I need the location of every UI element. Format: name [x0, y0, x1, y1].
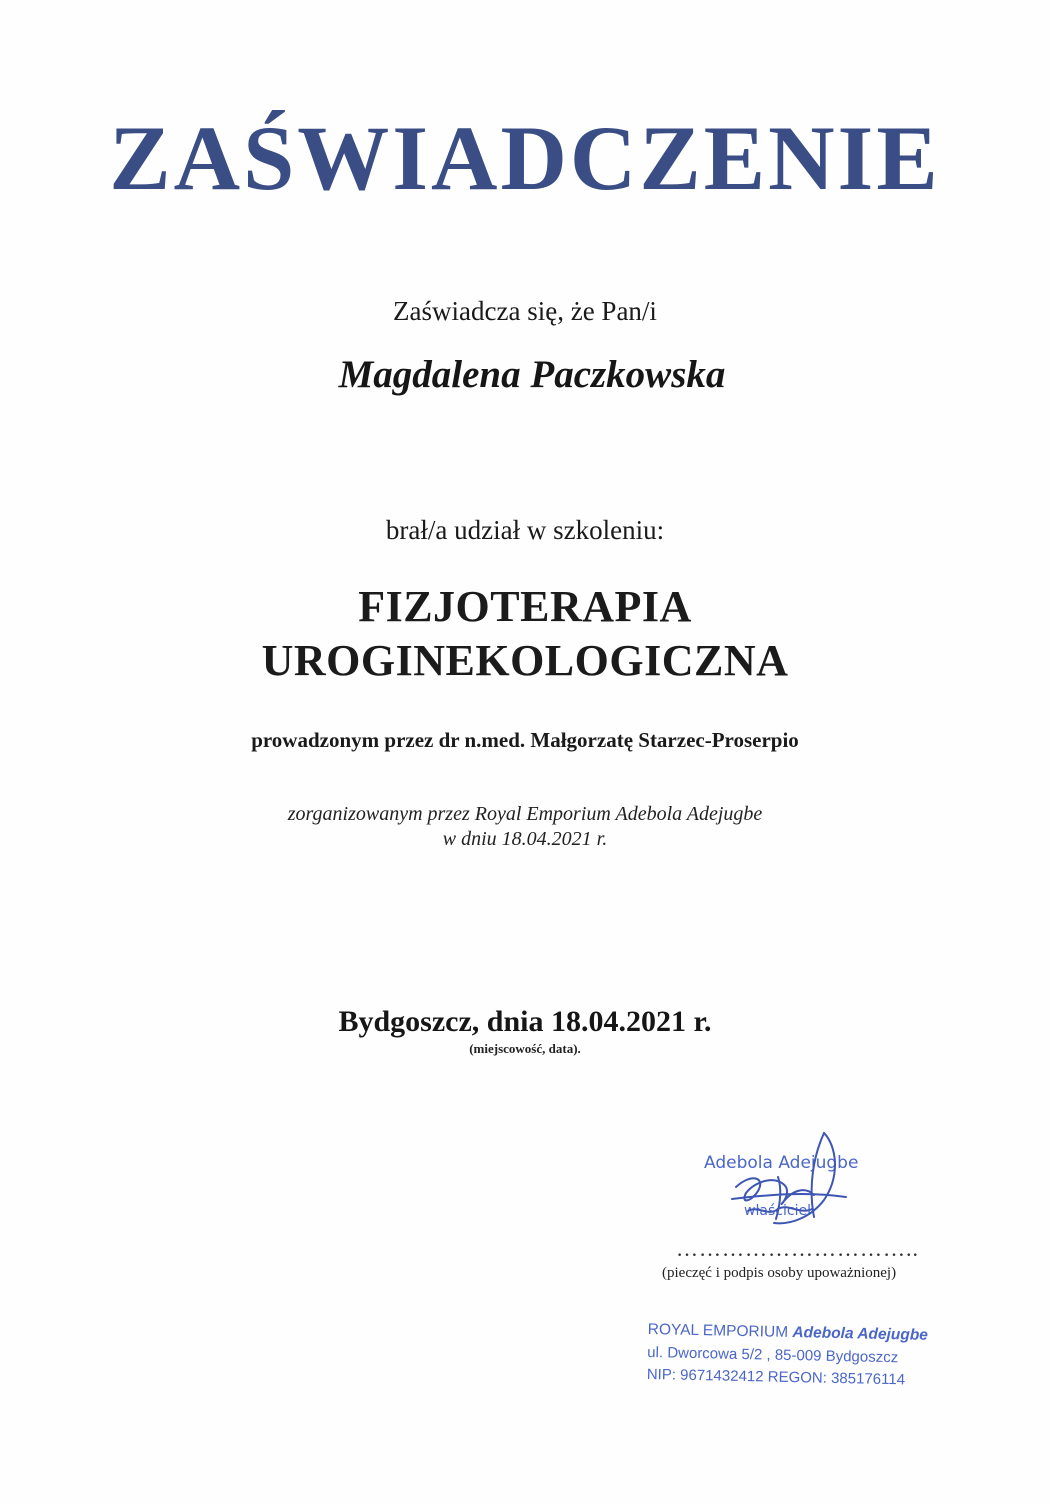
instructor-text: prowadzonym przez dr n.med. Małgorzatę Starzec-Proserpio	[251, 728, 799, 752]
signature-caption: (pieczęć i podpis osoby upoważnionej)	[662, 1265, 897, 1281]
course-title-line-1: FIZJOTERAPIA	[358, 582, 692, 631]
signature-line: …………………………..	[676, 1236, 919, 1261]
company-stamp	[647, 1318, 929, 1392]
stamp-name: Adebola Adejugbe	[704, 1153, 859, 1173]
place-and-date: Bydgoszcz, dnia 18.04.2021 r.	[338, 1005, 712, 1038]
company-prefix: ROYAL EMPORIUM	[647, 1320, 789, 1341]
signature-stamp	[696, 1125, 896, 1235]
company-ids: NIP: 9671432412 REGON: 385176114	[646, 1365, 906, 1389]
course-title	[0, 580, 1050, 688]
stamp-role: właściciel	[744, 1203, 811, 1219]
organizer-line-1: zorganizowanym przez Royal Emporium Adebola Adejugbe	[287, 803, 763, 825]
organizer-text	[0, 802, 1050, 852]
company-owner: Adebola Adejugbe	[792, 1324, 929, 1344]
place-and-date-note: (miejscowość, data).	[469, 1041, 581, 1056]
company-address: ul. Dworcowa 5/2 , 85-009 Bydgoszcz	[647, 1343, 899, 1367]
intro-text: Zaświadcza się, że Pan/i	[393, 296, 657, 326]
participation-text: brał/a udział w szkoleniu:	[385, 515, 665, 545]
organizer-date: w dniu 18.04.2021 r.	[442, 828, 608, 850]
course-title-line-2: UROGINEKOLOGICZNA	[261, 636, 789, 685]
participant-name: Magdalena Paczkowska	[338, 353, 726, 396]
handwritten-signature	[696, 1125, 896, 1235]
certificate-title: ZAŚWIADCZENIE	[109, 107, 941, 209]
